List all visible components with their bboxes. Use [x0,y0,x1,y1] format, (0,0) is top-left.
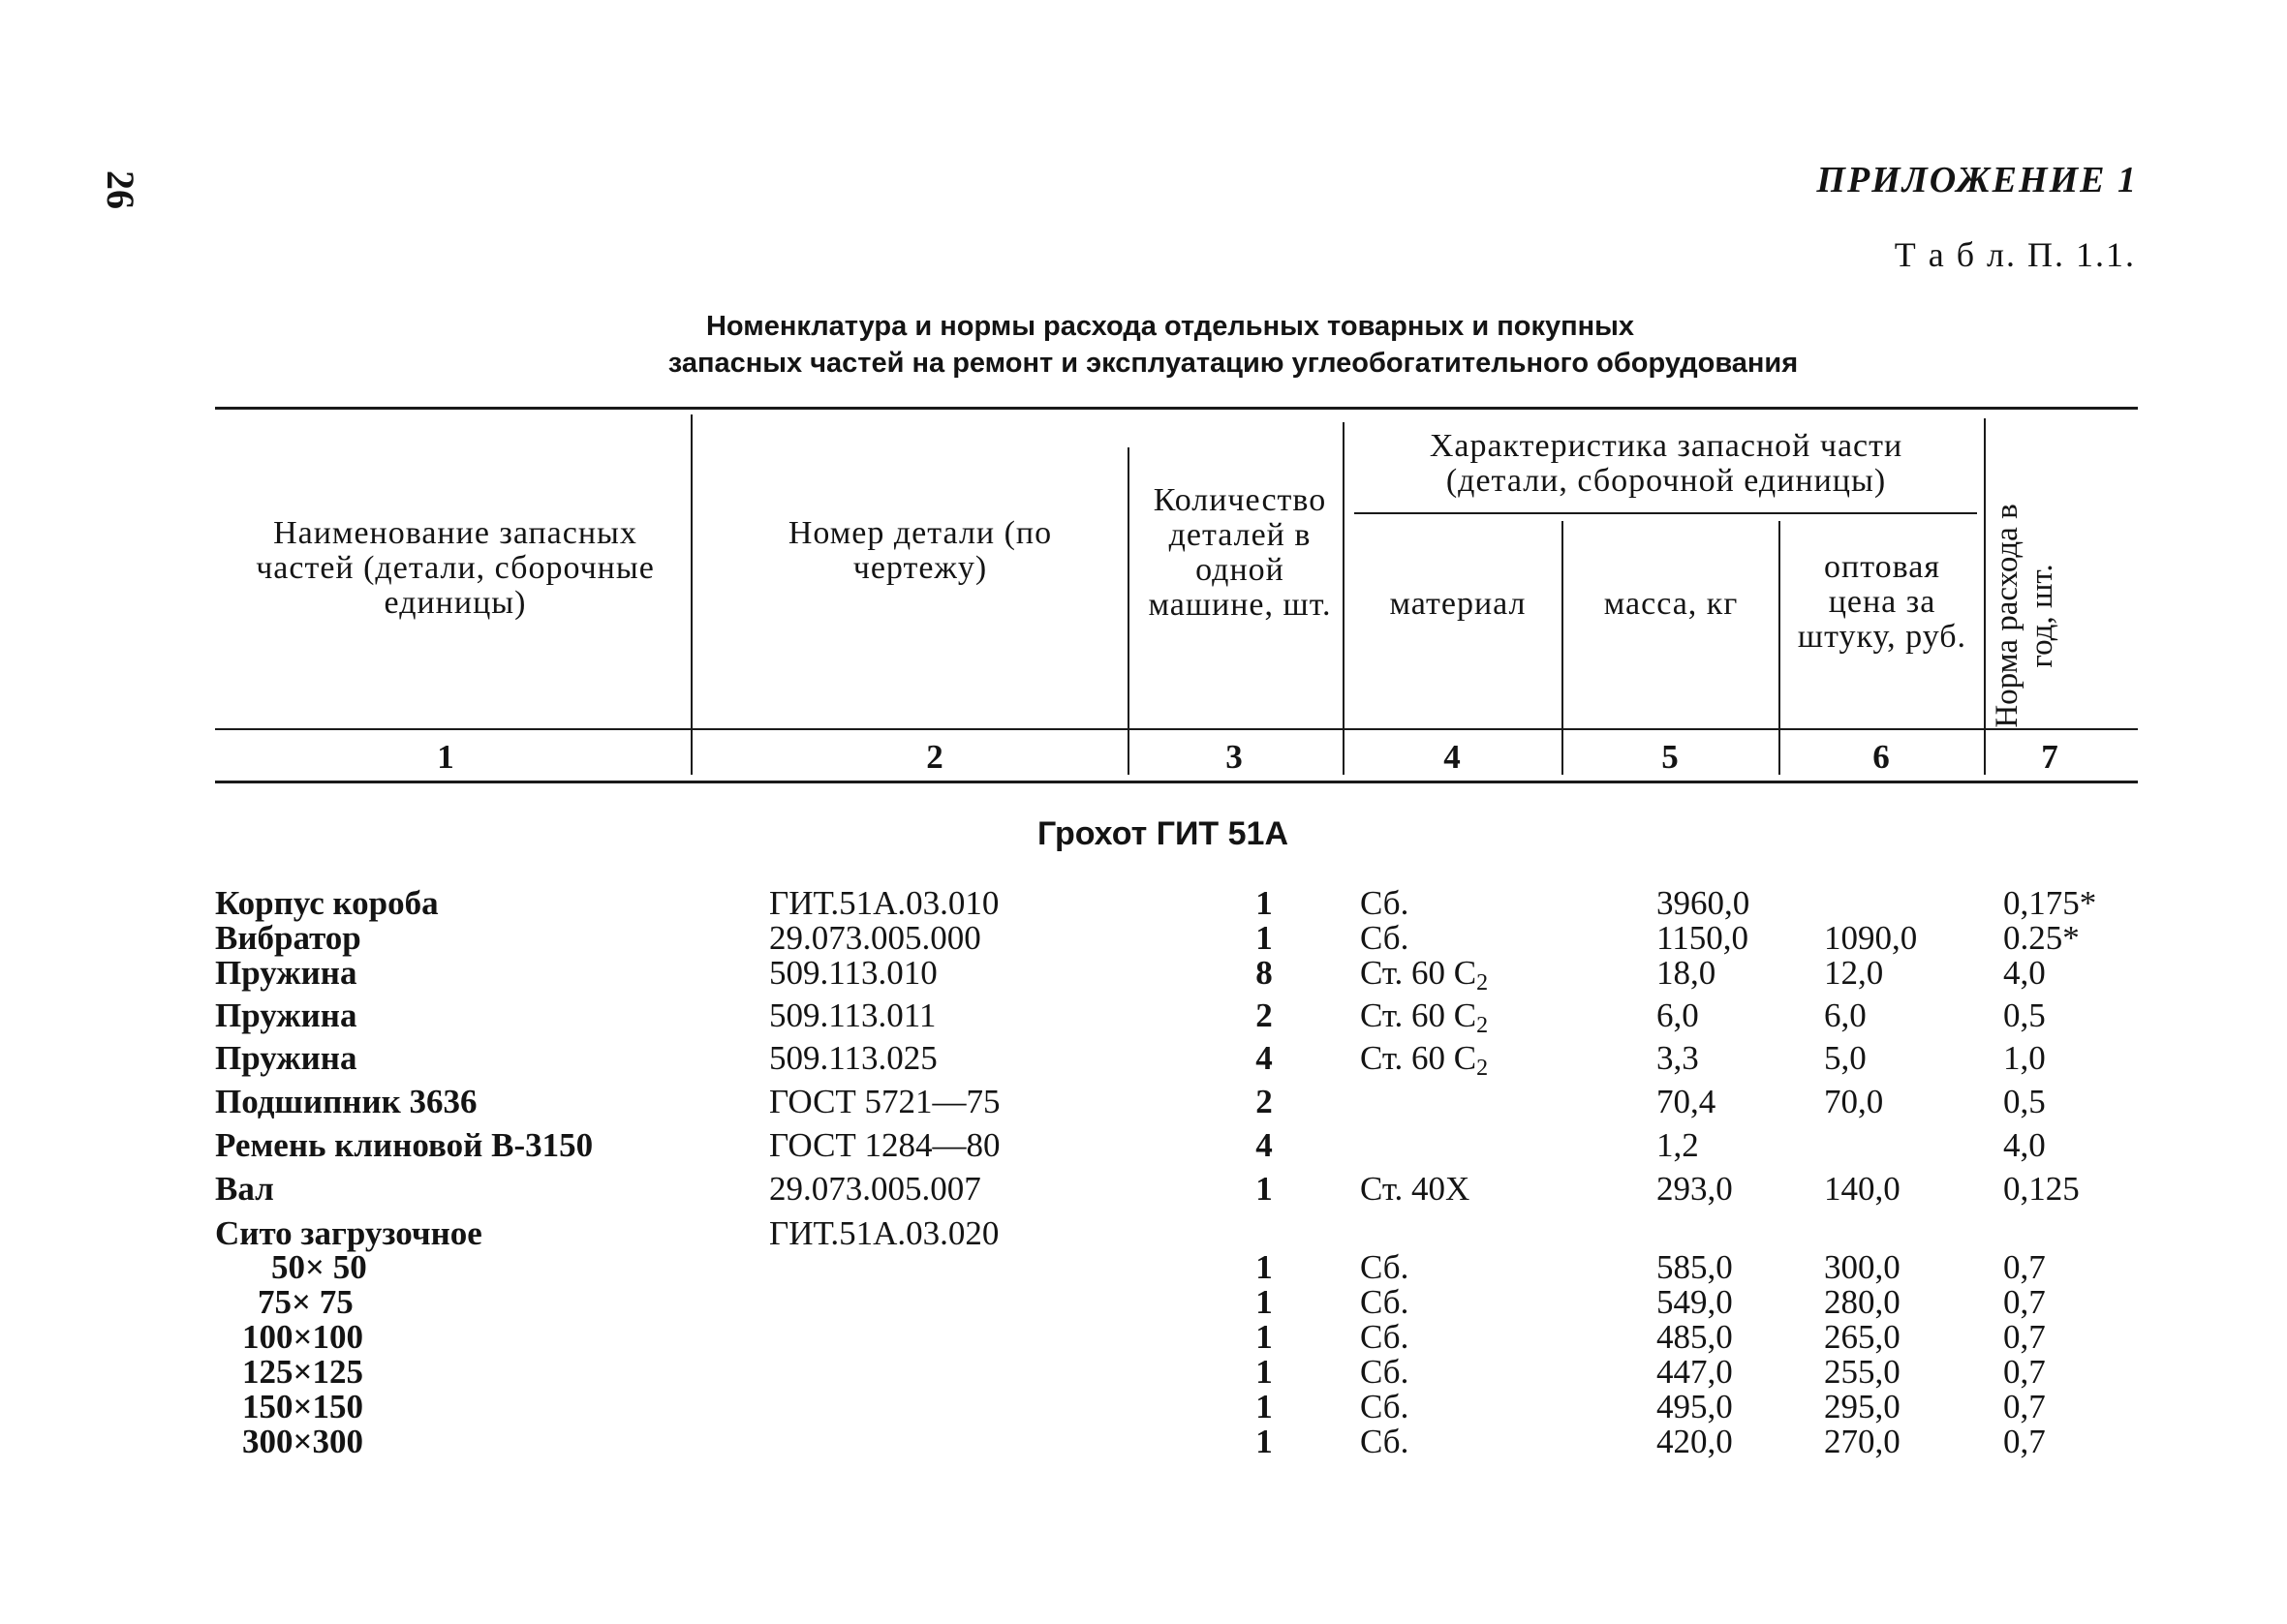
cell-mass: 485,0 [1656,1318,1733,1356]
cell-material: Сб. [1360,1248,1409,1286]
cell-name: 125×125 [242,1353,363,1391]
column-divider-6 [1984,418,1986,775]
cell-mass: 70,4 [1656,1083,1716,1120]
cell-material: Сб. [1360,919,1409,957]
page-number: 26 [99,170,142,209]
cell-mass: 549,0 [1656,1283,1733,1321]
header-group-characteristics: Характеристика запасной части (детали, сборочной единицы) [1429,428,1903,499]
cell-price: 6,0 [1824,996,1867,1034]
column-number-7: 7 [2041,738,2058,776]
cell-price: 70,0 [1824,1083,1884,1120]
title-line-1: Номенклатура и нормы расхода отдельных товарных и покупных [705,311,1635,342]
cell-qty: 1 [1255,884,1273,922]
cell-norm: 0,5 [2003,1083,2046,1120]
cell-norm: 4,0 [2003,1126,2046,1164]
table-title [0,308,2287,382]
title-line-2: запасных частей на ремонт и эксплуатацию углеобогатительного оборудования [667,348,1799,379]
cell-price: 270,0 [1824,1423,1901,1460]
cell-qty: 8 [1255,954,1273,992]
column-number-4: 4 [1443,738,1461,776]
cell-name: Пружина [215,954,357,992]
cell-mass: 3960,0 [1656,884,1750,922]
cell-part: 509.113.011 [769,996,937,1034]
cell-norm: 0,7 [2003,1388,2046,1425]
cell-qty: 1 [1255,919,1273,957]
cell-name: Пружина [215,996,357,1034]
cell-price: 5,0 [1824,1039,1867,1077]
cell-name: 300×300 [242,1423,363,1460]
cell-qty: 2 [1255,996,1273,1034]
cell-price: 295,0 [1824,1388,1901,1425]
header-col1-name: Наименование запасных частей (детали, сборочные единицы) [256,515,655,621]
column-divider-1 [691,414,693,775]
cell-name: 50× 50 [271,1248,367,1286]
column-divider-4 [1561,521,1563,775]
cell-norm: 0,175* [2003,884,2097,922]
cell-material: Сб. [1360,1283,1409,1321]
cell-price: 255,0 [1824,1353,1901,1391]
column-divider-3 [1343,422,1344,775]
column-number-rule [215,781,2138,783]
cell-name: Корпус короба [215,884,439,922]
cell-name: 100×100 [242,1318,363,1356]
cell-part: ГИТ.51А.03.010 [769,884,1000,922]
header-col3-quantity: Количество деталей в одной машине, шт. [1148,482,1332,623]
cell-norm: 0,5 [2003,996,2046,1034]
cell-part: 29.073.005.007 [769,1170,981,1208]
section-title [0,815,2287,853]
section-title-text: Грохот ГИТ 51А [1036,815,1289,852]
appendix-label: ПРИЛОЖЕНИЕ 1 [1816,160,2138,200]
cell-name: Сито загрузочное [215,1214,482,1252]
cell-price: 12,0 [1824,954,1884,992]
cell-qty: 4 [1255,1126,1273,1164]
header-bottom-rule [215,728,2138,730]
cell-qty: 2 [1255,1083,1273,1120]
column-number-6: 6 [1872,738,1890,776]
header-col4-material: материал [1389,586,1527,622]
cell-norm: 0,7 [2003,1283,2046,1321]
cell-part: ГИТ.51А.03.020 [769,1214,1000,1252]
header-col2-part-number: Номер детали (по чертежу) [788,515,1053,586]
cell-norm: 0,7 [2003,1423,2046,1460]
cell-price: 1090,0 [1824,919,1918,957]
cell-mass: 3,3 [1656,1039,1699,1077]
cell-mass: 1150,0 [1656,919,1748,957]
cell-norm: 0,7 [2003,1353,2046,1391]
cell-part: 29.073.005.000 [769,919,981,957]
cell-part: 509.113.010 [769,954,938,992]
cell-price: 265,0 [1824,1318,1901,1356]
cell-part: 509.113.025 [769,1039,938,1077]
cell-material: Ст. 60 $С_2$ [1360,996,1489,1038]
cell-norm: 0.25* [2003,919,2080,957]
column-number-1: 1 [437,738,454,776]
header-col5-mass: масса, кг [1603,586,1739,622]
cell-norm: 0,7 [2003,1318,2046,1356]
cell-qty: 4 [1255,1039,1273,1077]
cell-name: 150×150 [242,1388,363,1425]
cell-material: Сб. [1360,884,1409,922]
cell-material: Сб. [1360,1388,1409,1425]
cell-qty: 1 [1255,1170,1273,1208]
cell-mass: 585,0 [1656,1248,1733,1286]
cell-price: 280,0 [1824,1283,1901,1321]
cell-material: Сб. [1360,1353,1409,1391]
cell-norm: 0,7 [2003,1248,2046,1286]
cell-name: Вибратор [215,919,361,957]
cell-mass: 293,0 [1656,1170,1733,1208]
cell-mass: 495,0 [1656,1388,1733,1425]
cell-mass: 6,0 [1656,996,1699,1034]
column-number-2: 2 [926,738,943,776]
cell-qty: 1 [1255,1248,1273,1286]
cell-material: Сб. [1360,1318,1409,1356]
header-col7-norm: Норма расхода в год, шт. [1990,504,2059,728]
cell-norm: 0,125 [2003,1170,2080,1208]
column-number-5: 5 [1661,738,1679,776]
cell-mass: 1,2 [1656,1126,1699,1164]
cell-qty: 1 [1255,1388,1273,1425]
cell-mass: 447,0 [1656,1353,1733,1391]
cell-material: Сб. [1360,1423,1409,1460]
cell-name: Вал [215,1170,274,1208]
header-col6-price: оптовая цена за штуку, руб. [1797,549,1967,655]
column-divider-5 [1778,521,1780,775]
column-divider-2 [1128,447,1129,775]
cell-qty: 1 [1255,1283,1273,1321]
cell-name: 75× 75 [258,1283,354,1321]
cell-qty: 1 [1255,1423,1273,1460]
cell-mass: 18,0 [1656,954,1716,992]
table-reference: Т а б л. П. 1.1. [1894,235,2136,274]
group-header-rule [1354,512,1977,514]
cell-name: Ремень клиновой В-3150 [215,1126,594,1164]
cell-norm: 1,0 [2003,1039,2046,1077]
cell-material: Ст. 60 $С_2$ [1360,954,1489,996]
cell-name: Подшипник 3636 [215,1083,478,1120]
cell-mass: 420,0 [1656,1423,1733,1460]
table-top-rule [215,407,2138,410]
column-number-3: 3 [1225,738,1243,776]
cell-material: Ст. 40Х [1360,1170,1470,1208]
cell-part: ГОСТ 1284—80 [769,1126,1001,1164]
cell-price: 300,0 [1824,1248,1901,1286]
cell-part: ГОСТ 5721—75 [769,1083,1001,1120]
cell-qty: 1 [1255,1318,1273,1356]
cell-name: Пружина [215,1039,357,1077]
cell-price: 140,0 [1824,1170,1901,1208]
cell-norm: 4,0 [2003,954,2046,992]
cell-material: Ст. 60 $С_2$ [1360,1039,1489,1081]
cell-qty: 1 [1255,1353,1273,1391]
